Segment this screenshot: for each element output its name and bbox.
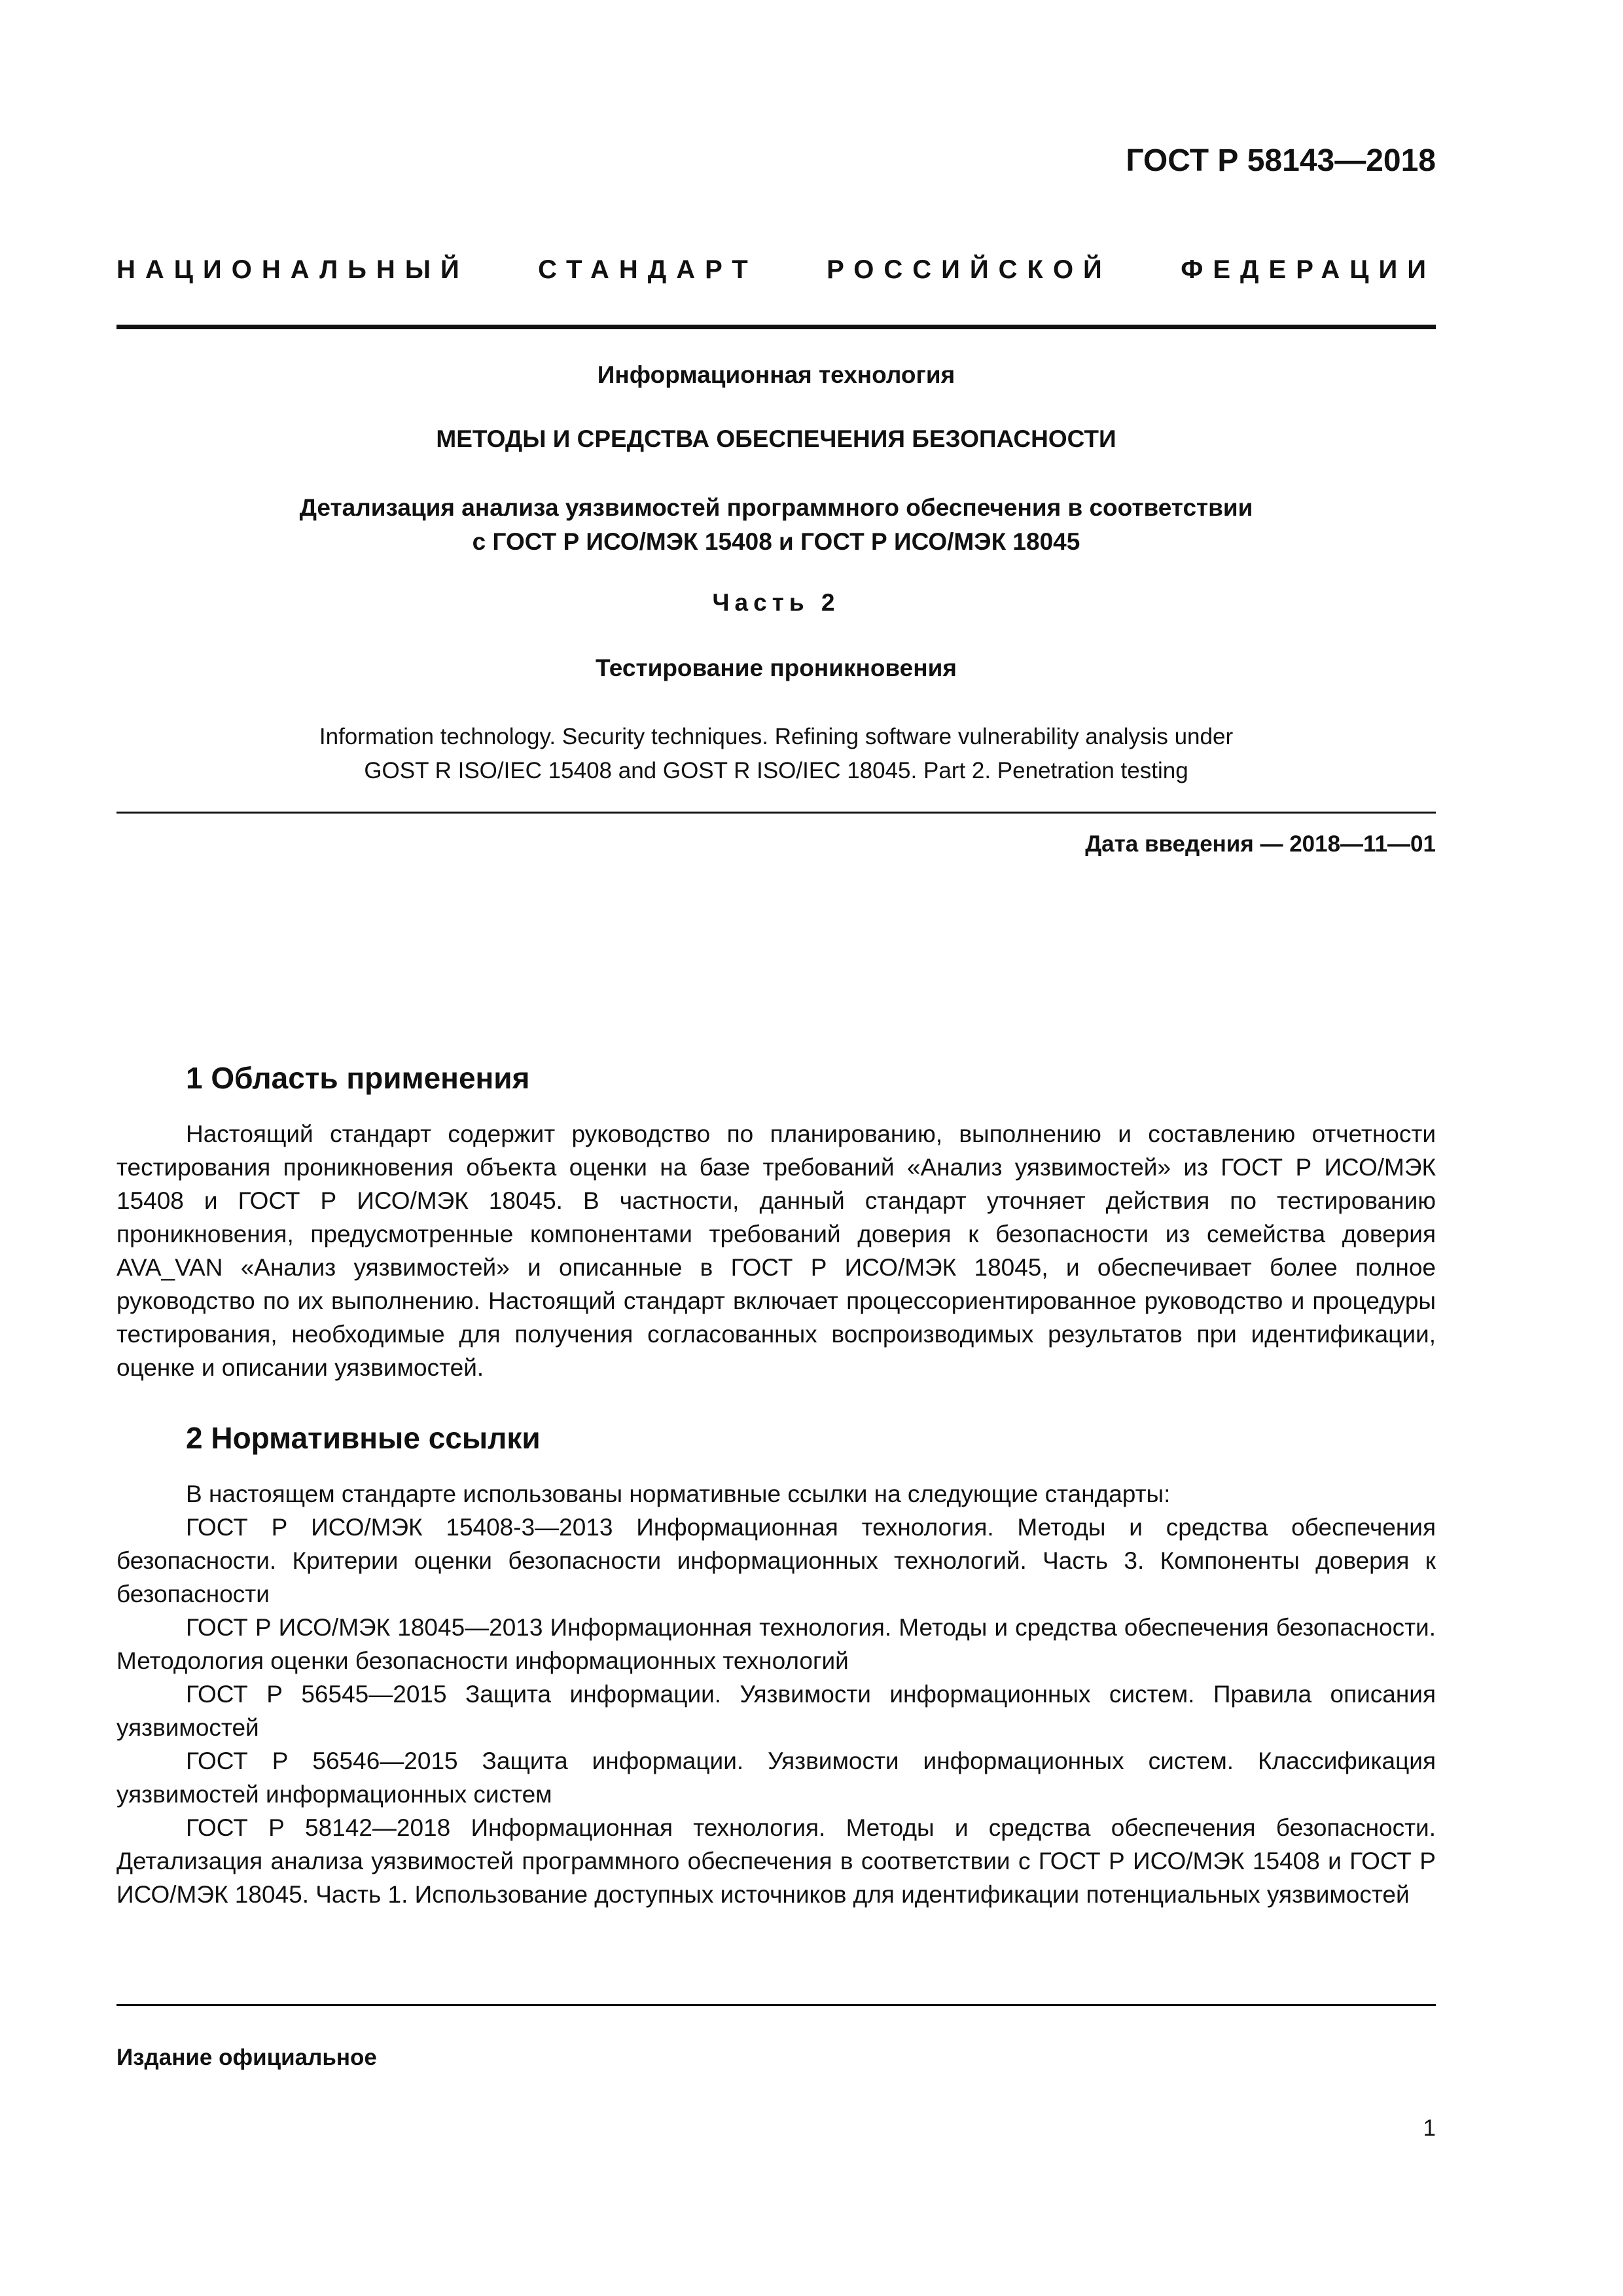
english-title bbox=[116, 720, 1436, 788]
official-edition-label: Издание официальное bbox=[116, 2045, 377, 2070]
national-standard-banner: НАЦИОНАЛЬНЫЙ СТАНДАРТ РОССИЙСКОЙ ФЕДЕРАЦИИ bbox=[116, 255, 1436, 284]
reference-item: ГОСТ Р ИСО/МЭК 18045—2013 Информационная технология. Методы и средства обеспечения безопасности. Методология оценки безопасности информационных технологий bbox=[116, 1614, 1436, 1674]
header-divider bbox=[116, 325, 1436, 329]
section-1-heading: 1 Область применения bbox=[186, 1061, 530, 1095]
section-2-body bbox=[116, 1477, 1436, 1911]
title-line-2: МЕТОДЫ И СРЕДСТВА ОБЕСПЕЧЕНИЯ БЕЗОПАСНОСТИ bbox=[436, 425, 1116, 452]
reference-item: ГОСТ Р 56545—2015 Защита информации. Уязвимости информационных систем. Правила описания уязвимостей bbox=[116, 1681, 1436, 1741]
section-2-intro: В настоящем стандарте использованы нормативные ссылки на следующие стандарты: bbox=[186, 1480, 1171, 1507]
title-line-3 bbox=[116, 491, 1436, 559]
english-title-b: GOST R ISO/IEC 15408 and GOST R ISO/IEC 18045. Part 2. Penetration testing bbox=[364, 758, 1188, 783]
section-1-body bbox=[116, 1117, 1436, 1384]
part-label: Часть 2 bbox=[712, 589, 840, 616]
section-2-heading: 2 Нормативные ссылки bbox=[186, 1421, 541, 1455]
english-title-a: Information technology. Security techniques. Refining software vulnerability analysis under bbox=[319, 724, 1234, 749]
subtitle: Тестирование проникновения bbox=[596, 655, 957, 681]
footer-divider bbox=[116, 2004, 1436, 2006]
standard-code: ГОСТ Р 58143—2018 bbox=[1126, 143, 1436, 178]
title-line-3b: с ГОСТ Р ИСО/МЭК 15408 и ГОСТ Р ИСО/МЭК 18045 bbox=[472, 528, 1080, 555]
section-1-paragraph: Настоящий стандарт содержит руководство по планированию, выполнению и составлению отчетности тестирования проникновения объекта оценки на базе требований «Анализ уязвимостей» из ГОСТ Р ИСО/МЭК 15408 и ГОСТ Р ИСО/МЭК 18045. В частности, данный стандарт уточняет действия по тестированию проникновения, предусмотренные компонентами требований доверия к безопасности из семейства доверия AVA_VAN «Анализ уязвимостей» и описанные в ГОСТ Р ИСО/МЭК 18045, и обеспечивает более полное руководство по их выполнению. Настоящий стандарт включает процессориентированное руководство и процедуры тестирования, необходимые для получения согласованных воспроизводимых результатов при идентификации, оценке и описании уязвимостей. bbox=[116, 1121, 1436, 1381]
reference-item: ГОСТ Р 58142—2018 Информационная технология. Методы и средства обеспечения безопасности. Детализация анализа уязвимостей программного обеспечения в соответствии с ГОСТ Р ИСО/МЭК 15408 и ГОСТ Р ИСО/МЭК 18045. Часть 1. Использование доступных источников для идентификации потенциальных уязвимостей bbox=[116, 1814, 1436, 1908]
reference-item: ГОСТ Р 56546—2015 Защита информации. Уязвимости информационных систем. Классификация уязвимостей информационных систем bbox=[116, 1748, 1436, 1808]
introduction-date: Дата введения — 2018—11—01 bbox=[1085, 831, 1436, 857]
title-divider bbox=[116, 812, 1436, 814]
title-line-3a: Детализация анализа уязвимостей программного обеспечения в соответствии bbox=[299, 494, 1253, 521]
page-number: 1 bbox=[1423, 2115, 1436, 2141]
title-line-1: Информационная технология bbox=[597, 361, 955, 388]
reference-item: ГОСТ Р ИСО/МЭК 15408-3—2013 Информационная технология. Методы и средства обеспечения безопасности. Критерии оценки безопасности информационных технологий. Часть 3. Компоненты доверия к безопасности bbox=[116, 1514, 1436, 1607]
